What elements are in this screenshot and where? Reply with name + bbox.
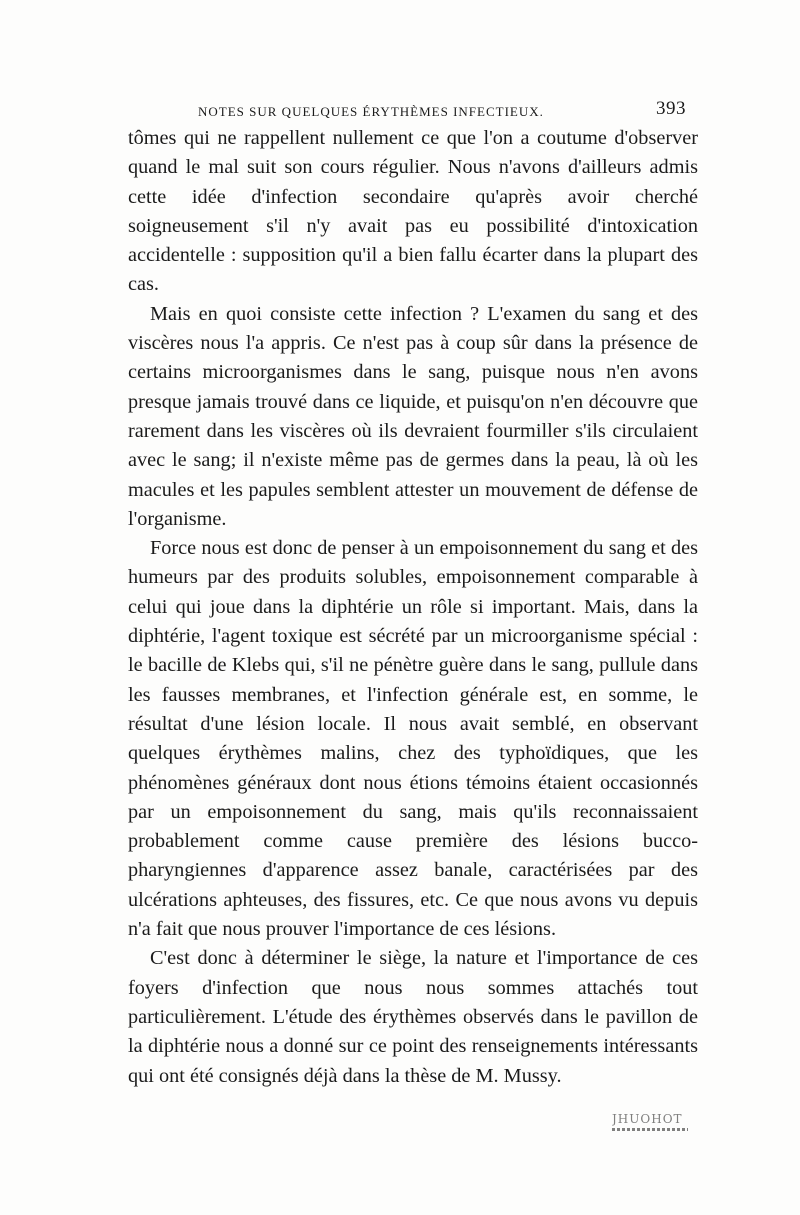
running-head: [198, 98, 690, 122]
paragraph: Force nous est donc de penser à un empoisonnement du sang et des humeurs par des produits solubles, empoisonnement comparable à celui qui joue dans la diphtérie un rôle si important. Mais, dans la diphtérie, l'agent toxique est sécrété par un microorganisme spécial : le bacille de Klebs qui, s'il ne pénètre guère dans le sang, pullule dans les fausses membranes, et l'infection générale est, en somme, le résultat d'une lésion locale. Il nous avait semblé, en observant quelques érythèmes malins, chez des typhoïdiques, que les phénomènes généraux dont nous étions témoins étaient occasionnés par un empoisonnement du sang, mais qu'ils reconnaissaient probablement comme cause première des lésions bucco-pharyngiennes d'apparence assez banale, caractérisées par des ulcérations aphteuses, des fissures, etc. Ce que nous avons vu depuis n'a fait que nous prouver l'importance de ces lésions.: [128, 537, 698, 941]
ornament-text: JHUOHOT: [612, 1112, 683, 1126]
paragraph: C'est donc à déterminer le siège, la nature et l'importance de ces foyers d'infection que nous nous sommes attachés tout particulièrement. L'étude des érythèmes observés dans le pavillon de la diphtérie nous a donné sur ce point des renseignements intéressants qui ont été consignés déjà dans la thèse de M. Mussy.: [128, 947, 698, 1087]
printer-ornament: [612, 1112, 688, 1134]
paragraph: Mais en quoi consiste cette infection ? L'examen du sang et des viscères nous l'a appris. Ce n'est pas à coup sûr dans la présence de certains microorganismes dans le sang, puisque nous n'en avons presque jamais trouvé dans ce liquide, et puisqu'on n'en découvre que rarement dans les viscères où ils devraient fourmiller s'ils circulaient avec le sang; il n'existe même pas de germes dans la peau, là où les macules et les papules semblent attester un mouvement de défense de l'organisme.: [128, 302, 698, 530]
body-text: [128, 124, 698, 1091]
paragraph-continued: tômes qui ne rappellent nullement ce que l'on a coutume d'observer quand le mal suit son cours régulier. Nous n'avons d'ailleurs admis cette idée d'infection secondaire qu'après avoir cherché soigneusement s'il n'y avait pas eu possibilité d'intoxication accidentelle : supposition qu'il a bien fallu écarter dans la plupart des cas.: [128, 127, 698, 296]
page-number: 393: [656, 98, 686, 119]
running-title: NOTES SUR QUELQUES ÉRYTHÈMES INFECTIEUX.: [198, 104, 544, 119]
ornament-rule: [612, 1128, 688, 1131]
